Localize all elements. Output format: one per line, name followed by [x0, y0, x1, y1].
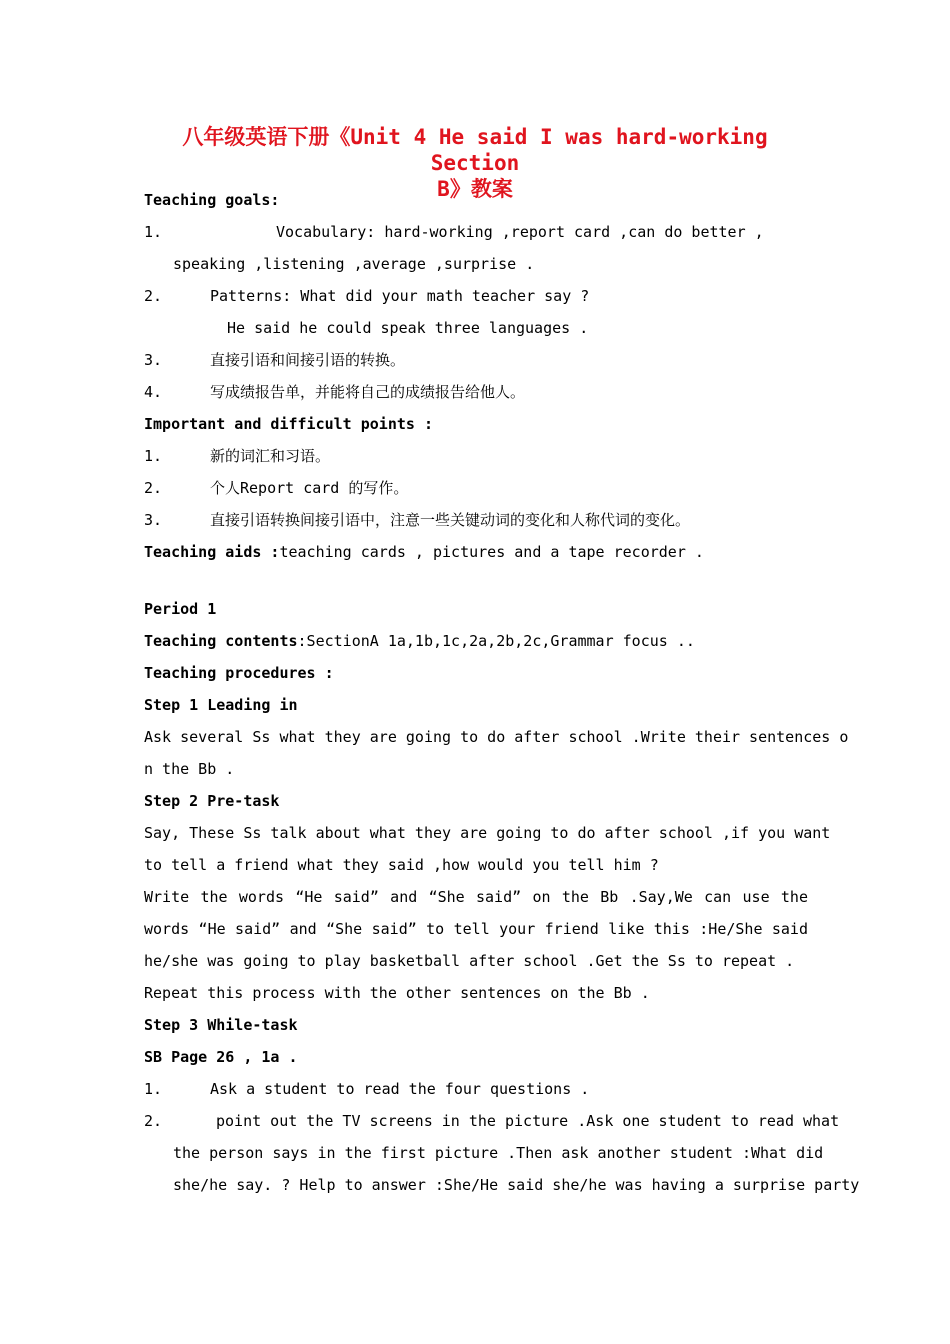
goal-4-number: 4. [144, 383, 163, 401]
point-1-text: 新的词汇和习语。 [210, 447, 331, 465]
point-3-text: 直接引语转换间接引语中，注意一些关键动词的变化和人称代词的变化。 [210, 511, 691, 529]
point-2 [144, 478, 808, 498]
goal-2-text: Patterns: What did your math teacher say ? [210, 287, 590, 305]
step-1-heading: Step 1 Leading in [144, 696, 298, 714]
teaching-contents-heading: Teaching contents [144, 632, 298, 650]
step-1-line-2: n the Bb . [144, 760, 235, 778]
step-2-line-4: words “He said” and “She said” to tell your friend like this :He/She said [144, 920, 808, 938]
task-2-text: point out the TV screens in the picture .Ask one student to read what [216, 1112, 840, 1130]
step-3-heading: Step 3 While-task [144, 1016, 298, 1034]
task-2-line-2: the person says in the first picture .Then ask another student :What did [173, 1144, 824, 1162]
task-1-text: Ask a student to read the four questions . [210, 1080, 590, 1098]
period-heading: Period 1 [144, 600, 217, 618]
sb-page-reference: SB Page 26 , 1a . [144, 1048, 298, 1066]
task-2-line-3: she/he say. ? Help to answer :She/He said she/he was having a surprise party [173, 1176, 860, 1194]
task-1 [144, 1079, 808, 1099]
teaching-procedures-heading: Teaching procedures : [144, 664, 334, 682]
step-2-line-3: Write the words “He said” and “She said” on the Bb .Say,We can use the [144, 888, 808, 906]
important-points-heading: Important and difficult points : [144, 415, 433, 433]
task-2 [144, 1111, 840, 1131]
goal-1-continued: speaking ,listening ,average ,surprise . [173, 255, 535, 273]
goal-2-example: He said he could speak three languages . [227, 319, 589, 337]
teaching-goals-heading: Teaching goals: [144, 191, 280, 209]
goal-3-number: 3. [144, 351, 163, 369]
title-line-2: B》教案 [437, 177, 513, 201]
point-2-text: 个人Report card 的写作。 [210, 479, 409, 497]
teaching-contents-text: :SectionA 1a,1b,1c,2a,2b,2c,Grammar focus .. [297, 632, 695, 650]
step-2-line-2: to tell a friend what they said ,how would you tell him ? [144, 856, 659, 874]
goal-1 [144, 222, 808, 242]
task-1-number: 1. [144, 1080, 163, 1098]
goal-4 [144, 382, 808, 402]
step-2-line-5: he/she was going to play basketball after school .Get the Ss to repeat . [144, 952, 795, 970]
step-1-line-1: Ask several Ss what they are going to do after school .Write their sentences o [144, 728, 849, 746]
point-1 [144, 446, 808, 466]
point-1-number: 1. [144, 447, 163, 465]
task-2-number: 2. [144, 1112, 163, 1130]
step-2-line-1: Say, These Ss talk about what they are going to do after school ,if you want [144, 824, 831, 842]
teaching-aids-text: teaching cards , pictures and a tape recorder . [279, 543, 704, 561]
goal-1-number: 1. [144, 223, 163, 241]
goal-3 [144, 350, 808, 370]
teaching-aids [144, 542, 808, 562]
step-2-line-6: Repeat this process with the other sentences on the Bb . [144, 984, 650, 1002]
title-line-1: 八年级英语下册《Unit 4 He said I was hard-working Section [182, 125, 768, 175]
point-3 [144, 510, 808, 530]
teaching-aids-heading: Teaching aids : [144, 543, 280, 561]
goal-1-text: Vocabulary: hard-working ,report card ,can do better , [276, 223, 764, 241]
point-3-number: 3. [144, 511, 163, 529]
step-2-heading: Step 2 Pre-task [144, 792, 280, 810]
goal-4-text: 写成绩报告单，并能将自己的成绩报告给他人。 [210, 383, 526, 401]
goal-2 [144, 286, 808, 306]
goal-3-text: 直接引语和间接引语的转换。 [210, 351, 406, 369]
point-2-number: 2. [144, 479, 163, 497]
teaching-contents [144, 631, 808, 651]
goal-2-number: 2. [144, 287, 163, 305]
